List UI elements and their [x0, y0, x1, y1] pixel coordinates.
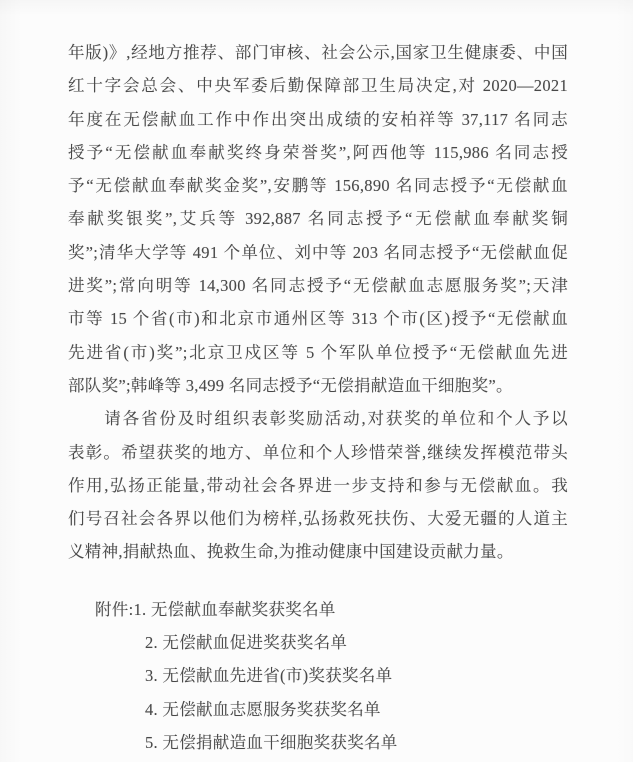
attachments-section — [68, 593, 568, 759]
text-line: 予“无偿献血奉献奖金奖”,安鹏等 156,890 名同志授予“无偿献血 — [68, 176, 568, 196]
attachment-row — [68, 593, 568, 626]
text-line: 请各省份及时组织表彰奖励活动,对获奖的单位和个人予以 — [104, 409, 568, 429]
attachment-item: 1. 无偿献血奉献奖获奖名单 — [133, 599, 336, 619]
body-text — [68, 36, 568, 569]
text-line: 红十字会总会、中央军委后勤保障部卫生局决定,对 2020—2021 — [68, 76, 568, 96]
body-paragraph-1 — [68, 36, 568, 402]
text-line: 市等 15 个省(市)和北京市通州区等 313 个市(区)授予“无偿献血 — [68, 309, 568, 329]
attachments-label: 附件: — [95, 599, 134, 619]
text-line: 奉献奖银奖”,艾兵等 392,887 名同志授予“无偿献血奉献奖铜 — [68, 209, 568, 229]
text-line: 年版)》,经地方推荐、部门审核、社会公示,国家卫生健康委、中国 — [68, 43, 568, 62]
text-line: 年度在无偿献血工作中作出突出成绩的安柏祥等 37,117 名同志 — [68, 109, 568, 129]
attachment-item: 5. 无偿捐献造血干细胞奖获奖名单 — [145, 732, 398, 752]
text-line: 部队奖”;韩峰等 3,499 名同志授予“无偿捐献造血干细胞奖”。 — [68, 375, 513, 395]
text-line: 奖”;清华大学等 491 个单位、刘中等 203 名同志授予“无偿献血促 — [68, 242, 568, 262]
text-line: 们号召社会各界以他们为榜样,弘扬救死扶伤、大爱无疆的人道主 — [68, 509, 568, 529]
attachment-item: 3. 无偿献血先进省(市)奖获奖名单 — [145, 666, 393, 686]
text-line: 授予“无偿献血奉献奖终身荣誉奖”,阿西他等 115,986 名同志授 — [68, 142, 568, 162]
attachment-item: 4. 无偿献血志愿服务奖获奖名单 — [145, 699, 381, 719]
text-line: 作用,弘扬正能量,带动社会各界进一步支持和参与无偿献血。我 — [68, 475, 568, 495]
text-line: 义精神,捐献热血、挽救生命,为推动健康中国建设贡献力量。 — [68, 542, 514, 562]
text-line: 先进省(市)奖”;北京卫戍区等 5 个军队单位授予“无偿献血先进 — [68, 342, 568, 362]
attachment-item: 2. 无偿献血促进奖获奖名单 — [145, 633, 348, 653]
text-line: 进奖”;常向明等 14,300 名同志授予“无偿献血志愿服务奖”;天津 — [68, 276, 568, 296]
body-paragraph-2 — [68, 402, 568, 568]
text-line: 表彰。希望获奖的地方、单位和个人珍惜荣誉,继续发挥模范带头 — [68, 442, 568, 462]
